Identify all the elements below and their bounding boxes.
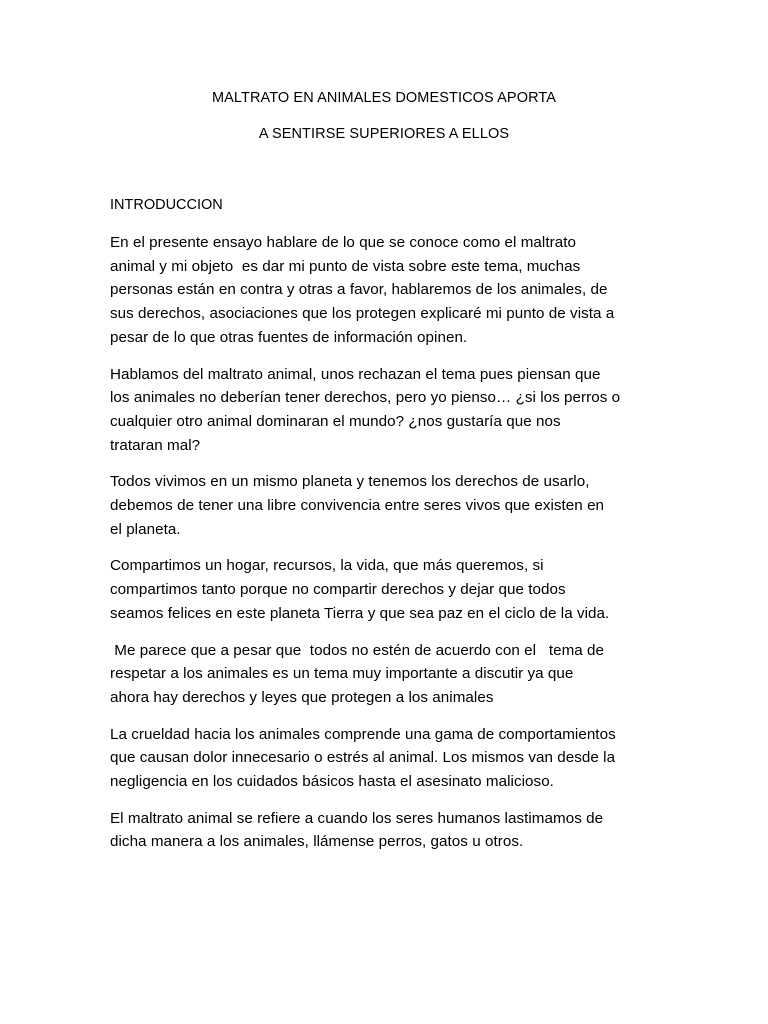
paragraph (110, 554, 655, 625)
text-line: cualquier otro animal dominaran el mundo? ¿nos gustaría que nos (110, 412, 561, 430)
text-line: compartimos tanto porque no compartir derechos y dejar que todos (110, 581, 566, 599)
text-line: pesar de lo que otras fuentes de información opinen. (110, 328, 468, 346)
text-line: El maltrato animal se refiere a cuando los seres humanos lastimamos de (110, 809, 604, 827)
document-title-line-2: A SENTIRSE SUPERIORES A ELLOS (258, 126, 510, 142)
paragraph (110, 231, 655, 350)
text-line: que causan dolor innecesario o estrés al animal. Los mismos van desde la (110, 749, 616, 767)
text-line: La crueldad hacia los animales comprende una gama de comportamientos (110, 725, 616, 743)
text-line: los animales no deberían tener derechos, pero yo pienso… ¿si los perros o (110, 389, 621, 407)
section-heading: INTRODUCCION (110, 197, 223, 213)
text-line: personas están en contra y otras a favor, hablaremos de los animales, de (110, 281, 608, 299)
paragraph (110, 363, 655, 458)
document-body (110, 231, 655, 867)
text-line: Compartimos un hogar, recursos, la vida, que más queremos, si (110, 557, 544, 575)
text-line: debemos de tener una libre convivencia entre seres vivos que existen en (110, 497, 605, 515)
text-line: trataran mal? (110, 436, 201, 454)
paragraph (110, 639, 655, 710)
text-line: el planeta. (110, 520, 181, 538)
text-line: En el presente ensayo hablare de lo que se conoce como el maltrato (110, 234, 576, 251)
paragraph (110, 470, 655, 541)
text-line: negligencia en los cuidados básicos hasta el asesinato malicioso. (110, 773, 554, 791)
document-title-line-1: MALTRATO EN ANIMALES DOMESTICOS APORTA (211, 90, 557, 106)
text-line: dicha manera a los animales, llámense perros, gatos u otros. (110, 833, 524, 851)
text-line: animal y mi objeto es dar mi punto de vista sobre este tema, muchas (110, 257, 581, 275)
text-line: respetar a los animales es un tema muy importante a discutir ya que (110, 665, 574, 683)
text-line: sus derechos, asociaciones que los protegen explicaré mi punto de vista a (110, 305, 615, 323)
paragraph (110, 723, 655, 794)
text-line: Todos vivimos en un mismo planeta y tenemos los derechos de usarlo, (110, 473, 590, 491)
text-line: Hablamos del maltrato animal, unos rechazan el tema pues piensan que (110, 365, 601, 383)
text-line: seamos felices en este planeta Tierra y que sea paz en el ciclo de la vida. (110, 604, 610, 622)
text-line: Me parece que a pesar que todos no estén de acuerdo con el tema de (110, 641, 605, 659)
paragraph (110, 807, 655, 854)
text-line: ahora hay derechos y leyes que protegen a los animales (110, 688, 494, 706)
